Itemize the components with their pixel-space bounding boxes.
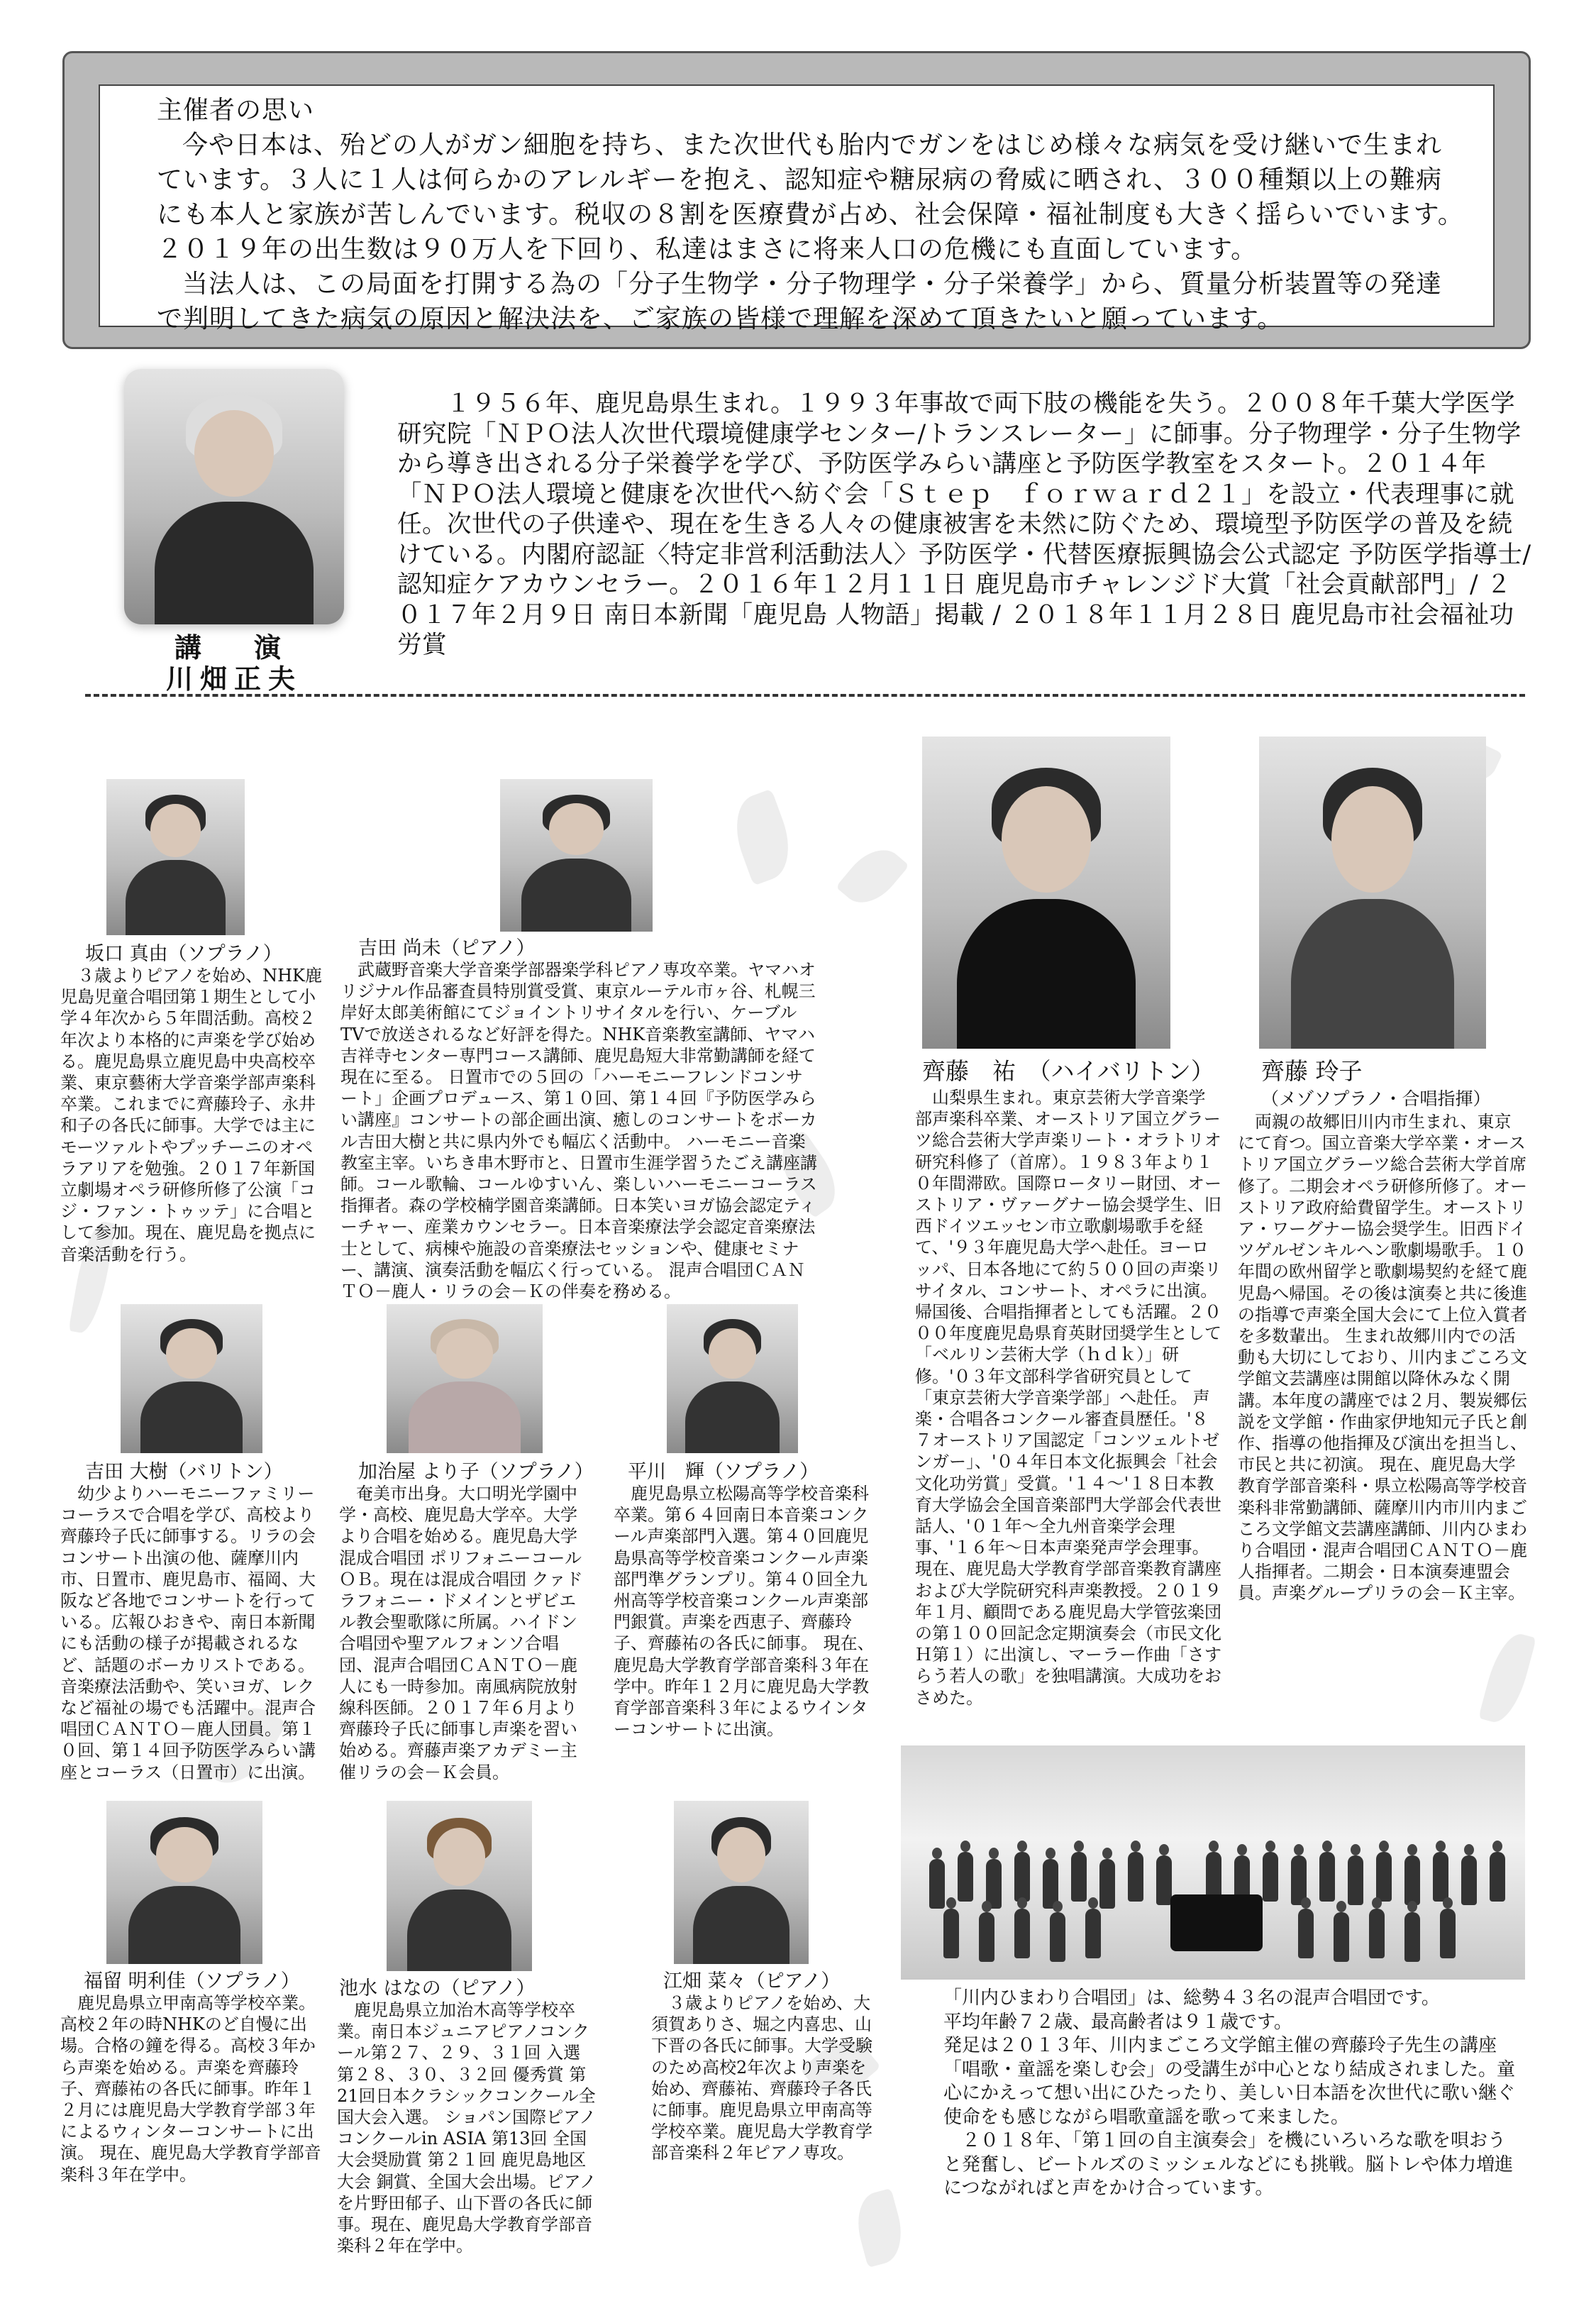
performer-bio: ３歳よりピアノを始め、大須賀ありさ、堀之内喜忠、山下晋の各氏に師事。大学受験のため高校2年次より声楽を始め、齊藤祐、齊藤玲子各氏に師事。鹿児島県立甲南高等学校卒業。鹿児島大学教育学部音楽科２年ピアノ専攻。 <box>651 1993 872 2163</box>
performer-name: 坂口 真由（ソプラノ） <box>85 943 282 965</box>
petal-decoration <box>836 838 909 915</box>
performer-subtitle: （メゾソプラノ・合唱指揮） <box>1261 1088 1491 1109</box>
organizer-message-panel <box>99 84 1495 333</box>
choir-paragraph: 平均年齢７２歳、最高齢者は９１歳です。 <box>943 2011 1292 2033</box>
petal-decoration <box>850 2188 909 2268</box>
performer-bio: 幼少よりハーモニーファミリーコーラスで合唱を学び、高校より齊藤玲子氏に師事する。リラの会コンサート出演の他、薩摩川内市、日置市、鹿児島市、福岡、大阪など各地でコンサートを行っている。広報ひおきや、南日本新聞にも活動の様子が掲載されるなど、話題のボーカリストである。音楽療法活動や、笑いヨガ、レクなど福祉の場でも活躍中。混声合唱団ＣＡＮＴＯ－鹿人団員。第１０回、第１４回予防医学みらい講座とコーラス（日置市）に出演。 <box>60 1484 316 1782</box>
performer-bio: 鹿児島県立甲南高等学校卒業。高校２年の時NHKのど自慢に出場。合格の鐘を得る。高校３年から声楽を始める。声楽を齊藤玲子、齊藤祐の各氏に師事。昨年１２月には鹿児島大学教育学部３年によるウィンターコンサートに出演。 現在、鹿児島大学教育学部音楽科３年在学中。 <box>60 1993 321 2185</box>
performer-photo <box>387 1801 532 1971</box>
section-divider <box>85 694 1525 697</box>
performer-name: 江畑 菜々（ピアノ） <box>663 1970 841 1992</box>
performer-name: 齊藤 祐 （ハイバリトン） <box>922 1057 1214 1085</box>
performer-bio: 山梨県生まれ。東京芸術大学音楽学部声楽科卒業、オーストリア国立グラーツ総合芸術大学声楽リート・オラトリオ研究科修了（首席）。１９８３年より１０年間滞欧。国際ロータリー財団、オーストリア・ヴァーグナー協会奨学生、旧西ドイツエッセン市立歌劇場歌手を経て、'９３年鹿児島大学へ赴任。ヨーロッパ、日本各地にて約５００回の声楽リサイタル、コンサート、オペラに出演。帰国後、合唱指揮者としても活躍。２０００年度鹿児島県育英財団奨学生として「ベルリン芸術大学（ｈｄｋ）」研修。'０３年文部科学省研究員として「東京芸術大学音楽学部」へ赴任。 声楽・合唱各コンクール審査員歴任。'８７オーストリア国認定「コンツェルトゼンガー」、'０４年日本文化振興会「社会文化功労賞」受賞。'１４～'１８日本教育大学協会全国音楽部門大学部会代表世話人、'０１年～全九州音楽学会理事、'１６年～日本声楽発声学会理事。 現在、鹿児島大学教育学部音楽教育講座および大学院研究科声楽教授。２０１９年１月、顧問である鹿児島大学管弦楽団の第１００回記念定期演奏会（市民文化Ｈ第１）に出演し、マーラー作曲「さすらう若人の歌」を独唱講演。大成功をおさめた。 <box>915 1088 1221 1708</box>
choir-description <box>943 1987 1518 2201</box>
performer-bio: 武蔵野音楽大学音楽学部器楽学科ピアノ専攻卒業。ヤマハオリジナル作品審査員特別賞受賞、東京ルーテル市ヶ谷、札幌三岸好太郎美術館にてジョイントリサイタルを行い、ケーブルTVで放送されるなど好評を得た。NHK音楽教室講師、ヤマハ吉祥寺センター専門コース講師、鹿児島短大非常勤講師を経て現在に至る。 日置市での５回の「ハーモニーフレンドコンサート」企画プロデュース、第１０回、第１４回『予防医学みらい講座』コンサートの部企画出演、癒しのコンサートをボーカル吉田大樹と共に県内外でも幅広く活動中。 ハーモニー音楽教室主宰。いちき串木野市と、日置市生涯学習うたごえ講座講師。コール歌輪、コールゆすいん、楽しいハーモニーコーラス指揮者。森の学校楠学園音楽講師。日本笑いヨガ協会認定ティーチャー、産業カウンセラー。日本音楽療法学会認定音楽療法士として、病棟や施設の音楽療法セッションや、健康セミナー、講演、演奏活動を幅広く行っている。 混声合唱団ＣＡＮＴＯ－鹿人・リラの会－Ｋの伴奏を務める。 <box>340 960 817 1302</box>
performer-photo <box>922 737 1170 1049</box>
performer-photo <box>667 1304 798 1453</box>
organizer-message-title: 主催者の思い <box>157 96 315 125</box>
performer-photo <box>500 779 653 932</box>
organizer-message-paragraph: 当法人は、この局面を打開する為の「分子生物学・分子物理学・分子栄養学」から、質量分析装置等の発達で判明してきた病気の原因と解決法を、ご家族の皆様で理解を深めて頂きたいと願っています。 <box>157 270 1443 333</box>
performer-photo <box>106 779 245 935</box>
choir-paragraph: 発足は２０１３年、川内まごころ文学館主催の齊藤玲子先生の講座「唱歌・童謡を楽しむ会」の受講生が中心となり結成されました。童心にかえって想い出にひたったり、美しい日本語を次世代に歌い継ぐ使命をも感じながら唱歌童謡を歌って来ました。 <box>943 2035 1516 2128</box>
choir-paragraph: 「川内ひまわり合唱団」は、総勢４３名の混声合唱団です。 <box>943 1987 1440 2009</box>
speaker-role: 講 演 <box>174 631 294 663</box>
performer-photo <box>387 1304 543 1453</box>
performer-name: 齊藤 玲子 <box>1261 1057 1363 1085</box>
performer-photo <box>674 1801 809 1964</box>
performer-name: 吉田 尚未（ピアノ） <box>358 937 536 959</box>
performer-photo <box>1259 737 1486 1049</box>
performer-bio: 鹿児島県立加治木高等学校卒業。南日本ジュニアピアノコンクール第２７、２９、３１回 入選 第２８、３０、３２回 優秀賞 第21回日本クラシックコンクール全国大会入選。 ショパン国際ピアノコンクールin ASIA 第13回 全国大会奨励賞 第２１回 鹿児島地区大会 銅賞、全国大会出場。ピアノを片野田郁子、山下晋の各氏に師事。現在、鹿児島大学教育学部音楽科２年在学中。 <box>337 2000 597 2256</box>
speaker-name: 川畑正夫 <box>165 663 302 695</box>
performer-name: 吉田 大樹（バリトン） <box>85 1461 283 1483</box>
piano-figure <box>1170 1894 1263 1951</box>
performer-bio: 奄美市出身。大口明光学園中学・高校、鹿児島大学卒。大学より合唱を始める。鹿児島大学混成合唱団 ポリフォニーコール ＯＢ。現在は混成合唱団 クァドラフォニー・ドメインとザビエル教会聖歌隊に所属。ハイドン合唱団や聖アルフォンソ合唱団、混声合唱団ＣＡＮＴＯ－鹿人にも一時参加。南風病院放射線科医師。２０１７年６月より齊藤玲子氏に師事し声楽を習い始める。齊藤声楽アカデミー主催リラの会－Ｋ会員。 <box>339 1484 583 1782</box>
speaker-photo <box>124 369 344 624</box>
performer-photo <box>106 1801 262 1964</box>
choir-paragraph: ２０１８年、「第１回の自主演奏会」を機にいろいろな歌を唄おうと発奮し、ビートルズのミッシェルなどにも挑戦。脳トレや体力増進につながればと声をかけ合っています。 <box>943 2130 1514 2199</box>
petal-decoration <box>1478 1629 1536 1728</box>
performer-bio: ３歳よりピアノを始め、NHK鹿児島児童合唱団第１期生として小学４年次から５年間活動。高校２年次より本格的に声楽を学び始める。鹿児島県立鹿児島中央高校卒業、東京藝術大学音楽学部声楽科卒業。これまでに齊藤玲子、永井和子の各氏に師事。大学では主にモーツァルトやプッチーニのオペラアリアを勉強。２０１７年新国立劇場オペラ研修所修了公演「コジ・ファン・トゥッテ」に合唱として参加。現在、鹿児島を拠点に音楽活動を行う。 <box>60 966 322 1264</box>
performer-photo <box>121 1304 262 1453</box>
performer-name: 平川 輝（ソプラノ） <box>628 1461 819 1483</box>
performer-name: 福留 明利佳（ソプラノ） <box>84 1970 300 1992</box>
performer-name: 加治屋 より子（ソプラノ） <box>358 1461 594 1483</box>
organizer-message-paragraph: 今や日本は、殆どの人がガン細胞を持ち、また次世代も胎内でガンをはじめ様々な病気を受け継いで生まれています。３人に１人は何らかのアレルギーを抱え、認知症や糖尿病の脅威に晒され、３００種類以上の難病にも本人と家族が苦しんでいます。税収の８割を医療費が占め、社会保障・福祉制度も大きく揺らいでいます。２０１９年の出生数は９０万人を下回り、私達はまさに将来人口の危機にも直面しています。 <box>157 131 1464 264</box>
performer-name: 池水 はなの（ピアノ） <box>339 1977 536 1999</box>
petal-decoration <box>725 789 801 886</box>
performer-bio: 両親の故郷旧川内市生まれ、東京にて育つ。国立音楽大学卒業・オーストリア国立グラーツ総合芸術大学首席修了。二期会オペラ研修所修了。オーストリア政府給費留学生。オーストリア・ワーグナー協会奨学生。旧西ドイツゲルゼンキルヘン歌劇場歌手。１０年間の欧州留学と歌劇場契約を経て鹿児島へ帰国。その後は演奏と共に後進の指導で声楽全国大会にて上位入賞者を多数輩出。 生まれ故郷川内での活動も大切にしており、川内まごころ文学館文芸講座は開館以降休みなく開講。本年度の講座では２月、製炭郷伝説を文学館・作曲家伊地知元子氏と創作、指導の他指揮及び演出を担当し、市民と共に初演。 現在、鹿児島大学教育学部音楽科・県立松陽高等学校音楽科非常勤講師、薩摩川内市川内まごころ文学館文芸講座講師、川内ひまわり合唱団・混声合唱団ＣＡＮＴＯ－鹿人指揮者。二期会・日本演奏連盟会員。声楽グループリラの会－Ｋ主宰。 <box>1238 1112 1527 1604</box>
choir-photo <box>901 1745 1525 1980</box>
performer-bio: 鹿児島県立松陽高等学校音楽科卒業。第６４回南日本音楽コンクール声楽部門入選。第４０回鹿児島県高等学校音楽コンクール声楽部門準グランプリ。第４０回全九州高等学校音楽コンクール声楽部門銀賞。声楽を西恵子、齊藤玲子、齊藤祐の各氏に師事。 現在、鹿児島大学教育学部音楽科３年在学中。昨年１２月に鹿児島大学教育学部音楽科３年によるウインターコンサートに出演。 <box>614 1484 875 1740</box>
speaker-bio: １９５６年、鹿児島県生まれ。１９９３年事故で両下肢の機能を失う。２００８年千葉大学医学研究院「ＮＰＯ法人次世代環境健康学センター/トランスレーター」に師事。分子物理学・分子生物学から導き出される分子栄養学を学び、予防医学みらい講座と予防医学教室をスタート。２０１４年「ＮＰＯ法人環境と健康を次世代へ紡ぐ会「Ｓｔｅｐ ｆｏｒｗａｒｄ２１」を設立・代表理事に就任。次世代の子供達や、現在を生きる人々の健康被害を未然に防ぐため、環境型予防医学の普及を続けている。内閣府認証〈特定非営利活動法人〉予防医学・代替医療振興協会公式認定 予防医学指導士/認知症ケアカウンセラー。２０１６年１２月１１日 鹿児島市チャレンジド大賞「社会貢献部門」/ ２０１７年２月９日 南日本新聞「鹿児島 人物語」掲載 / ２０１８年１１月２８日 鹿児島市社会福祉功労賞 <box>397 390 1531 659</box>
organizer-message-box <box>62 51 1531 349</box>
